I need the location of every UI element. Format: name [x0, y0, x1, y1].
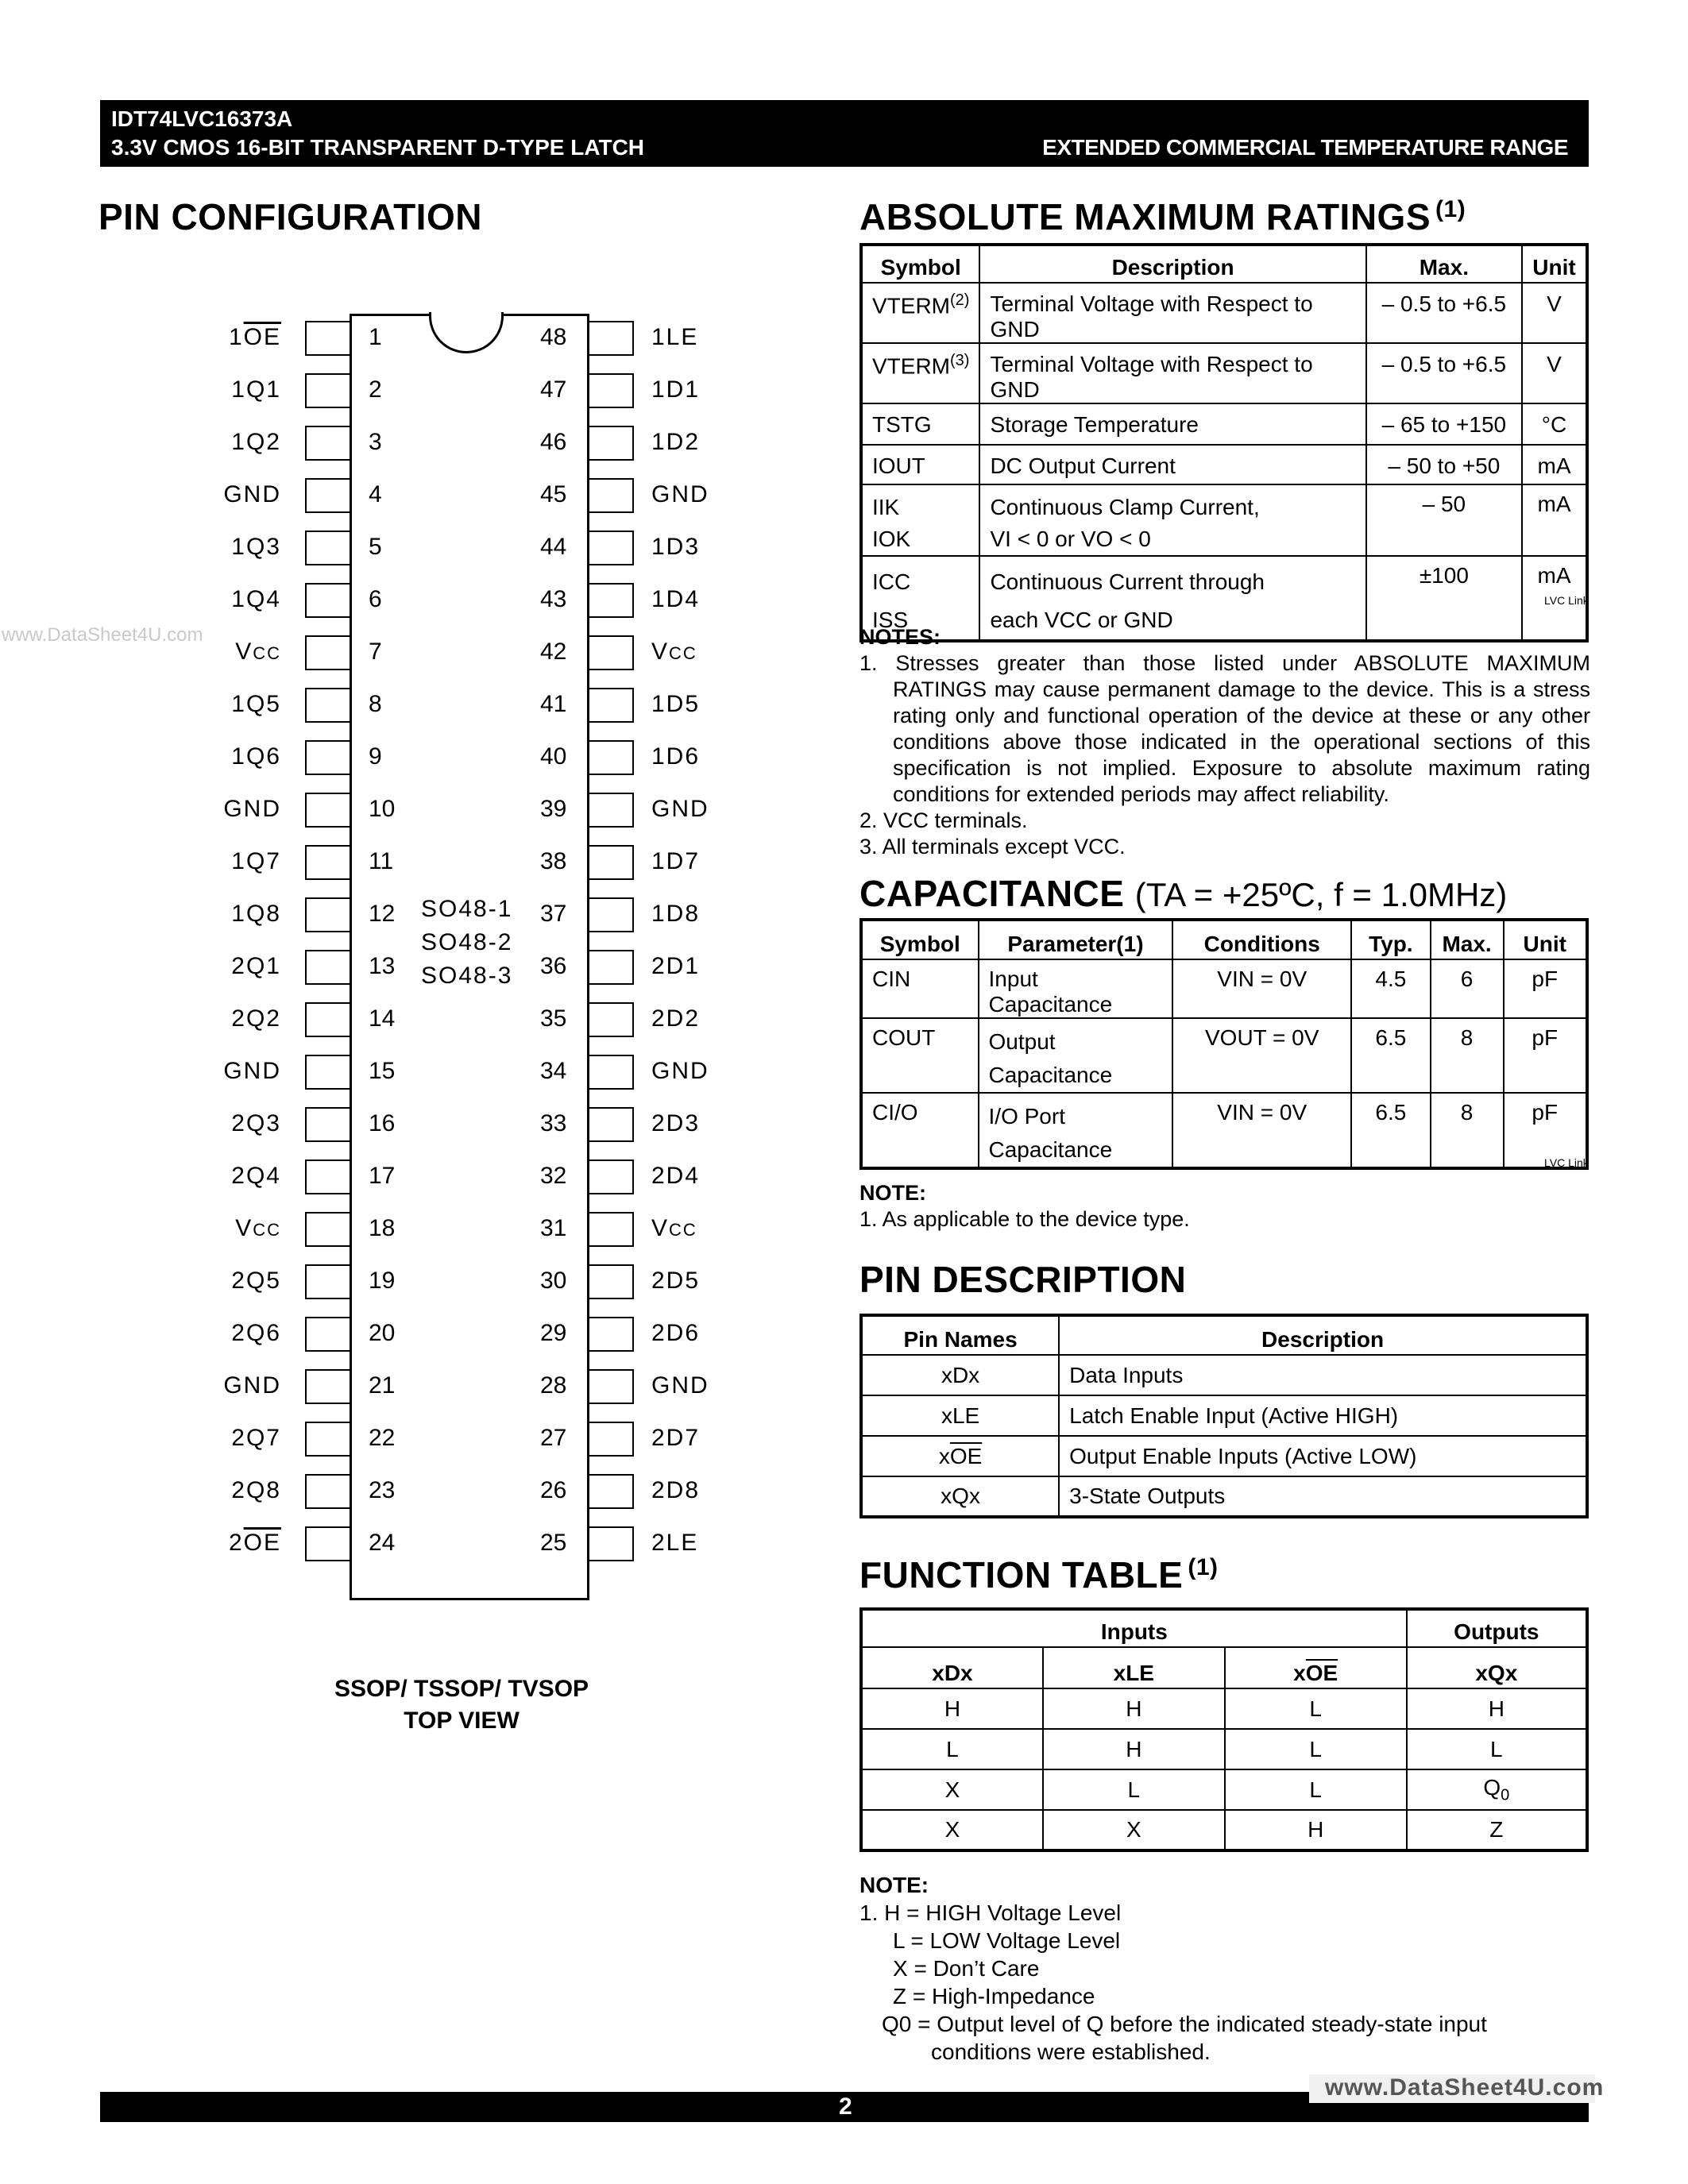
pin-number-right: 26	[540, 1477, 567, 1503]
pin-label-right: 2LE	[651, 1530, 699, 1556]
pin-lead-right	[589, 583, 634, 618]
cap-max: 6	[1431, 959, 1504, 1018]
pin-lead-left	[305, 531, 350, 565]
abs-max-unit: °C	[1522, 403, 1587, 445]
pin-lead-left	[305, 950, 350, 985]
watermark-bottom-text: www.DataSheet4U.com	[1325, 2074, 1605, 2101]
pin-number-right: 45	[540, 481, 567, 507]
pin-lead-right	[589, 1264, 634, 1299]
pin-number-right: 44	[540, 534, 567, 560]
pin-number-right: 46	[540, 429, 567, 455]
note-item: 1. As applicable to the device type.	[859, 1207, 1190, 1231]
pin-desc-header-names: Pin Names	[861, 1315, 1059, 1355]
capacitance-title	[859, 872, 1507, 915]
note-item: L = LOW Voltage Level	[893, 1928, 1121, 1953]
pin-description: Latch Enable Input (Active HIGH)	[1059, 1395, 1587, 1436]
pin-label-right: GND	[651, 796, 709, 822]
pin-lead-right	[589, 531, 634, 565]
pin-label-left: 1Q7	[231, 848, 281, 874]
capacitance-title-text: CAPACITANCE	[859, 873, 1125, 914]
pin-number-right: 36	[540, 953, 567, 979]
pin-number-left: 14	[369, 1005, 396, 1032]
pin-number-left: 2	[369, 376, 382, 403]
pin-number-left: 10	[369, 796, 396, 822]
cap-parameter: Input Capacitance	[979, 959, 1173, 1018]
function-cell: L	[1407, 1729, 1587, 1769]
abs-max-unit: mA	[1522, 484, 1587, 556]
abs-max-value: – 50 to +50	[1366, 445, 1522, 484]
package-label: SO48-2	[421, 929, 513, 955]
pin-label-right: 2D3	[651, 1110, 701, 1136]
pin-number-right: 32	[540, 1163, 567, 1189]
function-cell: X	[1043, 1810, 1225, 1850]
pin-number-right: 34	[540, 1058, 567, 1084]
pin-number-right: 39	[540, 796, 567, 822]
pin-lead-left	[305, 373, 350, 408]
pin-label-left: 2Q3	[231, 1110, 281, 1136]
note-item: 1. H = HIGH Voltage Level	[859, 1900, 1122, 1925]
cap-symbol: CIN	[861, 959, 979, 1018]
pin-label-right: 2D2	[651, 1005, 701, 1032]
pin-lead-right	[589, 1422, 634, 1457]
pin-lead-right	[589, 1526, 634, 1561]
pin-lead-right	[589, 1055, 634, 1090]
abs-max-symbol: VTERM$^{(2)}$	[861, 283, 979, 343]
pin-label-right: 1LE	[651, 324, 699, 350]
abs-max-desc: DC Output Current	[979, 445, 1365, 484]
pin-label-right: 2D5	[651, 1268, 701, 1294]
note-item: conditions were established.	[931, 2039, 1211, 2064]
pin-lead-right	[589, 688, 634, 723]
pin-number-left: 17	[369, 1163, 396, 1189]
table-row	[861, 959, 1587, 1018]
function-cell: X	[861, 1810, 1043, 1850]
pin-number-left: 15	[369, 1058, 396, 1084]
pin-label-left: 1Q4	[231, 586, 281, 612]
abs-max-title-note: (1)	[1435, 196, 1466, 222]
pin-number-left: 6	[369, 586, 382, 612]
pin-label-left: $1\overline{OE}$	[228, 324, 281, 350]
pin-lead-right	[589, 1317, 634, 1352]
capacitance-conditions: (TA = +25ºC, f = 1.0MHz)	[1134, 876, 1508, 913]
pin-lead-left	[305, 740, 350, 775]
function-cell: X	[861, 1769, 1043, 1810]
note-item: Q0 = Output level of Q before the indicated steady-state input	[882, 2012, 1487, 2036]
pin-name: xDx	[861, 1355, 1059, 1395]
pin-lead-right	[589, 1002, 634, 1037]
cap-parameter: Output Capacitance	[979, 1018, 1173, 1093]
function-table-title-text: FUNCTION TABLE	[859, 1554, 1184, 1596]
pin-number-right: 33	[540, 1110, 567, 1136]
pin-label-right: VCC	[651, 1215, 697, 1241]
cap-header-conditions: Conditions	[1172, 920, 1351, 959]
watermark-bottom	[1309, 2074, 1605, 2103]
cap-symbol: COUT	[861, 1018, 979, 1093]
pin-label-left: GND	[223, 1372, 281, 1399]
watermark-left: www.DataSheet4U.com	[2, 624, 203, 646]
lvc-link-tag: LVC Link	[1544, 594, 1589, 607]
pin-label-right: 1D8	[651, 901, 701, 927]
function-table-group-inputs: Inputs	[861, 1609, 1407, 1647]
cap-conditions: VIN = 0V	[1172, 1093, 1351, 1168]
pin-label-left: 2Q2	[231, 1005, 281, 1032]
abs-max-header-description: Description	[979, 245, 1365, 283]
pin-lead-right	[589, 1369, 634, 1404]
table-row	[861, 1688, 1587, 1729]
function-cell: L	[861, 1729, 1043, 1769]
pin-number-right: 42	[540, 639, 567, 665]
pin-label-right: 2D6	[651, 1320, 701, 1346]
pin-description: 3-State Outputs	[1059, 1476, 1587, 1517]
pin-lead-right	[589, 740, 634, 775]
cap-typ: 6.5	[1351, 1018, 1431, 1093]
function-table-group-outputs: Outputs	[1407, 1609, 1587, 1647]
abs-max-desc: Terminal Voltage with Respect to GND	[979, 283, 1365, 343]
pin-lead-right	[589, 793, 634, 828]
pin-label-right: 2D4	[651, 1163, 701, 1189]
pin-description: Data Inputs	[1059, 1355, 1587, 1395]
page-number: 2	[839, 2093, 852, 2120]
pin-number-left: 13	[369, 953, 396, 979]
table-row	[861, 445, 1587, 484]
abs-max-desc: Storage Temperature	[979, 403, 1365, 445]
pin-number-left: 23	[369, 1477, 396, 1503]
table-row	[861, 1395, 1587, 1436]
lvc-link-tag: LVC Link	[1544, 1156, 1589, 1169]
abs-max-header-unit: Unit	[1522, 245, 1587, 283]
pin-lead-left	[305, 1422, 350, 1457]
function-header-xqx: xQx	[1407, 1647, 1587, 1688]
pin-lead-right	[589, 1212, 634, 1247]
abs-max-symbol: IOUT	[861, 445, 979, 484]
pin-label-right: GND	[651, 1372, 709, 1399]
abs-max-table	[859, 243, 1589, 642]
capacitance-notes	[859, 1180, 1590, 1233]
pin-label-right: 2D8	[651, 1477, 701, 1503]
pin-lead-left	[305, 897, 350, 932]
pin-lead-right	[589, 897, 634, 932]
pin-name: xLE	[861, 1395, 1059, 1436]
pin-number-right: 37	[540, 901, 567, 927]
abs-max-value: – 65 to +150	[1366, 403, 1522, 445]
header-range: EXTENDED COMMERCIAL TEMPERATURE RANGE	[1042, 135, 1568, 160]
pin-number-left: 3	[369, 429, 382, 455]
function-cell: H	[1043, 1688, 1225, 1729]
pin-label-right: GND	[651, 481, 709, 507]
pin-number-right: 29	[540, 1320, 567, 1346]
pin-label-right: 1D1	[651, 376, 701, 403]
pin-lead-right	[589, 1474, 634, 1509]
abs-max-value: ±100	[1366, 556, 1522, 641]
pin-number-right: 35	[540, 1005, 567, 1032]
function-cell: H	[1043, 1729, 1225, 1769]
abs-max-unit: mA	[1522, 556, 1587, 641]
pin-number-left: 4	[369, 481, 382, 507]
table-row	[861, 283, 1587, 343]
pin-lead-left	[305, 1526, 350, 1561]
cap-conditions: VOUT = 0V	[1172, 1018, 1351, 1093]
pin-number-left: 22	[369, 1425, 396, 1451]
package-label: SO48-1	[421, 896, 513, 922]
pin-lead-left	[305, 845, 350, 880]
pin-lead-right	[589, 950, 634, 985]
abs-max-symbol: TSTG	[861, 403, 979, 445]
pin-label-left: VCC	[235, 1215, 281, 1241]
package-caption: SSOP/ TSSOP/ TVSOP	[334, 1676, 589, 1702]
pin-label-left: 2Q8	[231, 1477, 281, 1503]
cap-unit: pF	[1504, 1093, 1587, 1168]
pin-lead-right	[589, 321, 634, 356]
pin-number-left: 20	[369, 1320, 396, 1346]
pin-label-left: 2Q5	[231, 1268, 281, 1294]
pin-number-left: 18	[369, 1215, 396, 1241]
abs-max-title	[859, 195, 1466, 238]
pin-lead-left	[305, 1317, 350, 1352]
pin-lead-left	[305, 478, 350, 513]
abs-max-value: – 0.5 to +6.5	[1366, 343, 1522, 403]
pin-lead-left	[305, 1107, 350, 1142]
pin-number-right: 47	[540, 376, 567, 403]
pin-lead-left	[305, 688, 350, 723]
abs-max-symbol: ICC ISS	[861, 556, 979, 641]
pin-lead-left	[305, 1369, 350, 1404]
pin-label-left: VCC	[235, 639, 281, 665]
pin-lead-left	[305, 1055, 350, 1090]
pin-lead-left	[305, 321, 350, 356]
pin-number-right: 28	[540, 1372, 567, 1399]
pin-desc-table	[859, 1314, 1589, 1518]
pin-label-right: 2D1	[651, 953, 701, 979]
pin-name: $x\overline{OE}$	[861, 1436, 1059, 1476]
pin-label-left: GND	[223, 796, 281, 822]
cap-symbol: CI/O	[861, 1093, 979, 1168]
pin-lead-right	[589, 845, 634, 880]
header-subtitle: 3.3V CMOS 16-BIT TRANSPARENT D-TYPE LATCH	[111, 135, 645, 160]
pin-number-left: 1	[369, 324, 382, 350]
pin-number-left: 21	[369, 1372, 396, 1399]
abs-max-title-text: ABSOLUTE MAXIMUM RATINGS	[859, 196, 1431, 237]
pin-number-right: 31	[540, 1215, 567, 1241]
table-row	[861, 1093, 1587, 1168]
pin-label-left: GND	[223, 1058, 281, 1084]
pin-label-right: VCC	[651, 639, 697, 665]
table-row	[861, 484, 1587, 556]
function-cell: L	[1225, 1688, 1407, 1729]
abs-max-desc: Continuous Current through each VCC or GND	[979, 556, 1365, 641]
abs-max-notes	[859, 624, 1590, 860]
pin-label-left: 1Q5	[231, 691, 281, 717]
cap-typ: 6.5	[1351, 1093, 1431, 1168]
pin-lead-right	[589, 635, 634, 670]
function-table-notes	[859, 1871, 1590, 2066]
pin-label-left: 1Q8	[231, 901, 281, 927]
pin-lead-right	[589, 426, 634, 461]
header-part-number: IDT74LVC16373A	[111, 106, 293, 131]
header-bar	[100, 100, 1589, 167]
table-row	[861, 1810, 1587, 1850]
table-row	[861, 1769, 1587, 1810]
cap-header-max: Max.	[1431, 920, 1504, 959]
cap-parameter: I/O Port Capacitance	[979, 1093, 1173, 1168]
function-table-body	[861, 1688, 1587, 1850]
pin-lead-right	[589, 373, 634, 408]
pin-label-left: $2\overline{OE}$	[228, 1530, 281, 1556]
pin-number-left: 9	[369, 743, 382, 770]
note-item: Z = High-Impedance	[893, 1984, 1095, 2008]
pin-label-right: 1D6	[651, 743, 701, 770]
abs-max-header-max: Max.	[1366, 245, 1522, 283]
abs-max-symbol: VTERM$^{(3)}$	[861, 343, 979, 403]
pin-label-left: 2Q7	[231, 1425, 281, 1451]
pin-desc-title: PIN DESCRIPTION	[859, 1259, 1187, 1300]
pin-label-right: 2D7	[651, 1425, 701, 1451]
abs-max-desc: Continuous Clamp Current, VI < 0 or VO < 0	[979, 484, 1365, 556]
notes-title: NOTES:	[859, 625, 941, 649]
pin-label-left: 1Q6	[231, 743, 281, 770]
pin-label-left: 2Q6	[231, 1320, 281, 1346]
pin-config-title: PIN CONFIGURATION	[98, 196, 482, 237]
pin-lead-left	[305, 426, 350, 461]
cap-header-unit: Unit	[1504, 920, 1587, 959]
function-header-xle: xLE	[1043, 1647, 1225, 1688]
note-item: 2. VCC terminals.	[859, 808, 1028, 832]
pin-lead-left	[305, 1212, 350, 1247]
abs-max-value: – 50	[1366, 484, 1522, 556]
cap-unit: pF	[1504, 959, 1587, 1018]
function-cell: H	[1225, 1810, 1407, 1850]
pin-label-right: GND	[651, 1058, 709, 1084]
note-item: X = Don’t Care	[893, 1956, 1040, 1981]
function-cell: L	[1225, 1729, 1407, 1769]
pin-name: xQx	[861, 1476, 1059, 1517]
pin-label-right: 1D4	[651, 586, 701, 612]
note-item: 1. Stresses greater than those listed under ABSOLUTE MAXIMUM RATINGS may cause permanent damage to the device. This is a stress rating only and functional operation of the device at these or any other conditions above those indicated in the operational sections of this specification is not implied. Exposure to absolute maximum rating conditions for extended periods may affect reliability.	[859, 651, 1590, 806]
pin-number-right: 25	[540, 1530, 567, 1556]
table-row	[861, 1436, 1587, 1476]
pin-label-left: 1Q3	[231, 534, 281, 560]
pin-label-right: 1D5	[651, 691, 701, 717]
cap-header-symbol: Symbol	[861, 920, 979, 959]
function-cell: $Q_0$	[1407, 1769, 1587, 1810]
function-cell: Z	[1407, 1810, 1587, 1850]
capacitance-table	[859, 918, 1589, 1170]
function-header-xdx: xDx	[861, 1647, 1043, 1688]
pin-number-right: 38	[540, 848, 567, 874]
table-row	[861, 1729, 1587, 1769]
pin-number-left: 11	[369, 848, 394, 874]
cap-max: 8	[1431, 1018, 1504, 1093]
pin-number-right: 40	[540, 743, 567, 770]
table-row	[861, 1018, 1587, 1093]
pin-number-left: 7	[369, 639, 382, 665]
pin-label-left: 2Q4	[231, 1163, 281, 1189]
view-caption: TOP VIEW	[404, 1707, 520, 1734]
function-cell: H	[861, 1688, 1043, 1729]
pin-number-left: 19	[369, 1268, 396, 1294]
pin-number-right: 48	[540, 324, 567, 350]
note-title: NOTE:	[859, 1181, 926, 1205]
abs-max-desc: Terminal Voltage with Respect to GND	[979, 343, 1365, 403]
pin-label-left: 2Q1	[231, 953, 281, 979]
abs-max-unit: V	[1522, 343, 1587, 403]
pin-label-left: 1Q1	[231, 376, 281, 403]
pin-number-left: 8	[369, 691, 382, 717]
table-row	[861, 1355, 1587, 1395]
pin-number-left: 12	[369, 901, 396, 927]
function-cell: H	[1407, 1688, 1587, 1729]
pin-lead-left	[305, 793, 350, 828]
function-header-xoe: $x\overline{OE}$	[1225, 1647, 1407, 1688]
pin-number-left: 24	[369, 1530, 396, 1556]
pin-number-right: 30	[540, 1268, 567, 1294]
pin-number-right: 43	[540, 586, 567, 612]
abs-max-symbol: IIK IOK	[861, 484, 979, 556]
table-row	[861, 343, 1587, 403]
pin-number-right: 27	[540, 1425, 567, 1451]
cap-typ: 4.5	[1351, 959, 1431, 1018]
function-cell: L	[1043, 1769, 1225, 1810]
pin-label-left: GND	[223, 481, 281, 507]
pin-lead-right	[589, 478, 634, 513]
pin-number-right: 41	[540, 691, 567, 717]
note-item: 3. All terminals except VCC.	[859, 835, 1126, 859]
pin-lead-left	[305, 635, 350, 670]
package-label: SO48-3	[421, 963, 513, 989]
cap-header-parameter: Parameter(1)	[979, 920, 1173, 959]
pin-lead-left	[305, 1160, 350, 1194]
note-title: NOTE:	[859, 1873, 929, 1897]
cap-unit: pF	[1504, 1018, 1587, 1093]
pin-lead-right	[589, 1107, 634, 1142]
pin-label-right: 1D3	[651, 534, 701, 560]
function-table-title-note: (1)	[1188, 1554, 1219, 1580]
cap-conditions: VIN = 0V	[1172, 959, 1351, 1018]
pin-label-left: 1Q2	[231, 429, 281, 455]
pin-label-right: 1D2	[651, 429, 701, 455]
abs-max-unit: mA	[1522, 445, 1587, 484]
function-table	[859, 1607, 1589, 1852]
pin-lead-left	[305, 1474, 350, 1509]
pin-lead-right	[589, 1160, 634, 1194]
pin-lead-left	[305, 1002, 350, 1037]
pin-number-left: 5	[369, 534, 382, 560]
table-row	[861, 403, 1587, 445]
abs-max-value: – 0.5 to +6.5	[1366, 283, 1522, 343]
cap-max: 8	[1431, 1093, 1504, 1168]
pin-label-right: 1D7	[651, 848, 701, 874]
table-row	[861, 1476, 1587, 1517]
pin-lead-left	[305, 1264, 350, 1299]
function-cell: L	[1225, 1769, 1407, 1810]
abs-max-unit: V	[1522, 283, 1587, 343]
cap-header-typ: Typ.	[1351, 920, 1431, 959]
pin-number-left: 16	[369, 1110, 396, 1136]
pin-lead-left	[305, 583, 350, 618]
pin-description: Output Enable Inputs (Active LOW)	[1059, 1436, 1587, 1476]
pin-desc-header-description: Description	[1059, 1315, 1587, 1355]
function-table-title	[859, 1553, 1219, 1596]
abs-max-header-symbol: Symbol	[861, 245, 979, 283]
